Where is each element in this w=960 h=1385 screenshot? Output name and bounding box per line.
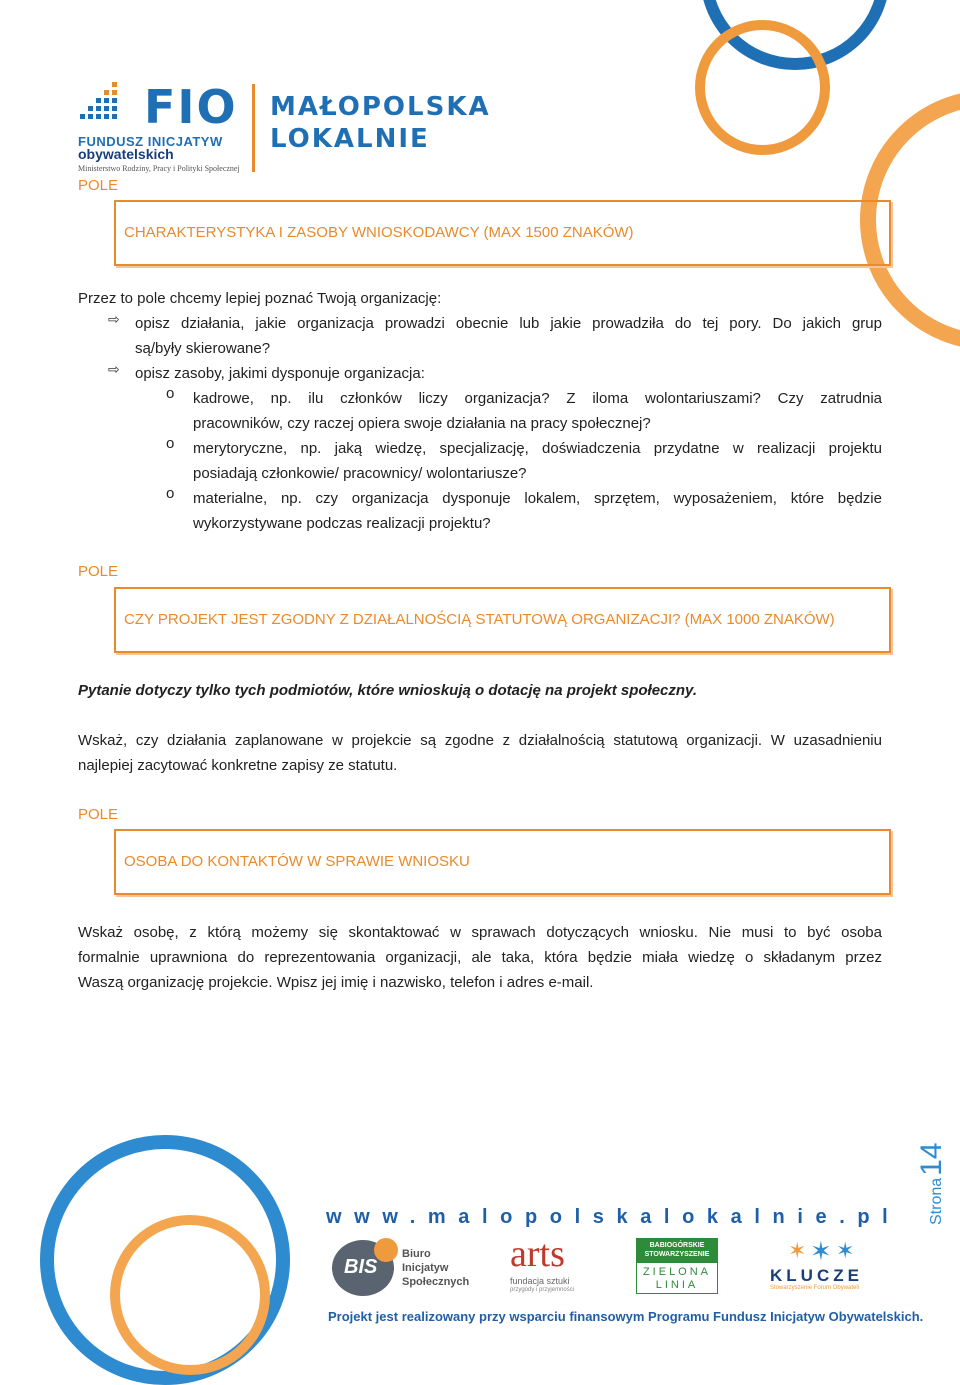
section3-line1: Wskaż osobę, z którą możemy się skontaktować w sprawach dotyczących wniosku. Nie musi to być osoba: [78, 924, 882, 941]
bis-orange-accent: [374, 1238, 398, 1262]
section3-box-title: OSOBA DO KONTAKTÓW W SPRAWIE WNIOSKU: [124, 853, 470, 870]
malopolska-line1: MAŁOPOLSKA: [270, 92, 491, 122]
klucze-logo: [766, 1236, 878, 1294]
klucze-sub: Stowarzyszenie Forum Obywateli: [770, 1285, 860, 1291]
zielona-linia-logo: [636, 1238, 718, 1294]
arts-sub-2: przygody i przyjemności: [510, 1287, 575, 1293]
bis-name-1: Biuro: [402, 1248, 431, 1260]
bis-logo: [330, 1236, 470, 1298]
sub-bullet-1-line2: pracowników, czy raczej opiera swoje działania na pracy społecznej?: [193, 415, 651, 432]
decorative-orange-ring-top: [695, 20, 830, 155]
circle-bullet-icon: o: [166, 485, 175, 502]
section2-line2: najlepiej zacytować konkretne zapisy ze statutu.: [78, 757, 398, 774]
fio-ministry: Ministerstwo Rodziny, Pracy i Polityki Społecznej: [78, 164, 240, 173]
section2-note: Pytanie dotyczy tylko tych podmiotów, które wnioskują o dotację na projekt społeczny.: [78, 682, 698, 699]
zielona-mid: ZIELONA: [642, 1266, 712, 1278]
section3-line3: Waszą organizację projekcie. Wpisz jej imię i nazwisko, telefon i adres e-mail.: [78, 974, 594, 991]
sub-bullet-1-line1: kadrowe, np. ilu członków liczy organizacja? Z iloma wolontariuszami? Czy zatrudnia: [193, 390, 882, 407]
bis-name-2: Inicjatyw: [402, 1262, 449, 1274]
arrow-bullet-2-line1: opisz zasoby, jakimi dysponuje organizacja:: [135, 365, 425, 382]
arrow-bullet-1-line2: są/były skierowane?: [135, 340, 271, 357]
bis-name-3: Społecznych: [402, 1276, 470, 1288]
section3-line2: formalnie uprawniona do reprezentowania organizacji, ale taka, która będzie miała wiedzę o składanym przez: [78, 949, 882, 966]
section1-field-box: [114, 200, 891, 266]
fio-line2: obywatelskich: [78, 146, 174, 162]
page-number-value: 14: [915, 1142, 948, 1176]
sub-bullet-2-line1: merytoryczne, np. jaką wiedzę, specjalizację, doświadczenia przydatne w realizacji projektu: [193, 440, 882, 457]
sub-bullet-3-line1: materialne, np. czy organizacja dysponuje lokalem, sprzętem, wyposażeniem, które będzie: [193, 490, 882, 507]
fio-logo: [78, 80, 248, 176]
malopolska-line2: LOKALNIE: [270, 124, 430, 154]
klucze-figures-icon: ✶: [836, 1238, 855, 1263]
arts-sub-1: fundacja sztuki: [510, 1276, 570, 1286]
zielona-top-1: BABIOGÓRSKIE: [649, 1242, 705, 1249]
sub-bullet-3-line2: wykorzystywane podczas realizacji projektu?: [193, 515, 491, 532]
section3-pole-label: POLE: [78, 806, 119, 823]
zielona-bottom: LINIA: [655, 1279, 699, 1291]
section1-pole-label: POLE: [78, 177, 119, 194]
arts-logo: [506, 1233, 590, 1296]
section2-pole-label: POLE: [78, 563, 119, 580]
fio-dots-icon: [78, 80, 122, 124]
decorative-orange-ring-bottom: [110, 1215, 270, 1375]
klucze-figures-icon: ✶: [810, 1236, 832, 1266]
section3-field-box: [114, 829, 891, 895]
section2-line1: Wskaż, czy działania zaplanowane w projekcie są zgodne z działalnością statutową organizacji. W uzasadnieniu: [78, 732, 882, 749]
section1-box-title: CHARAKTERYSTYKA I ZASOBY WNIOSKODAWCY (MAX 1500 ZNAKÓW): [124, 224, 634, 241]
footer-funding-note: Projekt jest realizowany przy wsparciu finansowym Programu Fundusz Inicjatyw Obywatelskich.: [328, 1309, 924, 1324]
section2-field-box: [114, 587, 891, 653]
section1-intro: Przez to pole chcemy lepiej poznać Twoją organizację:: [78, 290, 442, 307]
sub-bullet-2-line2: posiadają członkowie/ pracownicy/ wolontariusze?: [193, 465, 527, 482]
arrow-bullet-1-line1: opisz działania, jakie organizacja prowadzi obecnie lub jakie prowadziła do tej pory. Do jakich grup: [135, 315, 882, 332]
arrow-bullet-icon: ⇨: [108, 361, 120, 377]
section2-box-title: CZY PROJEKT JEST ZGODNY Z DZIAŁALNOŚCIĄ STATUTOWĄ ORGANIZACJI? (MAX 1000 ZNAKÓW): [124, 611, 835, 628]
footer-website: www.malopolskalokalnie.pl: [326, 1206, 901, 1228]
fio-line1: FUNDUSZ INICJATYW: [78, 134, 223, 149]
circle-bullet-icon: o: [166, 435, 175, 452]
klucze-name: KLUCZE: [770, 1266, 863, 1285]
circle-bullet-icon: o: [166, 385, 175, 402]
klucze-figures-icon: ✶: [788, 1238, 807, 1263]
arrow-bullet-icon: ⇨: [108, 311, 120, 327]
fio-logo-text: FIO: [144, 80, 238, 134]
page-number-label: Strona: [928, 1177, 945, 1225]
zielona-top-2: STOWARZYSZENIE: [644, 1251, 710, 1258]
logo-separator: [252, 84, 255, 172]
arts-name: arts: [510, 1233, 565, 1275]
bis-abbr: BIS: [344, 1256, 378, 1278]
page-number: [900, 1100, 960, 1225]
